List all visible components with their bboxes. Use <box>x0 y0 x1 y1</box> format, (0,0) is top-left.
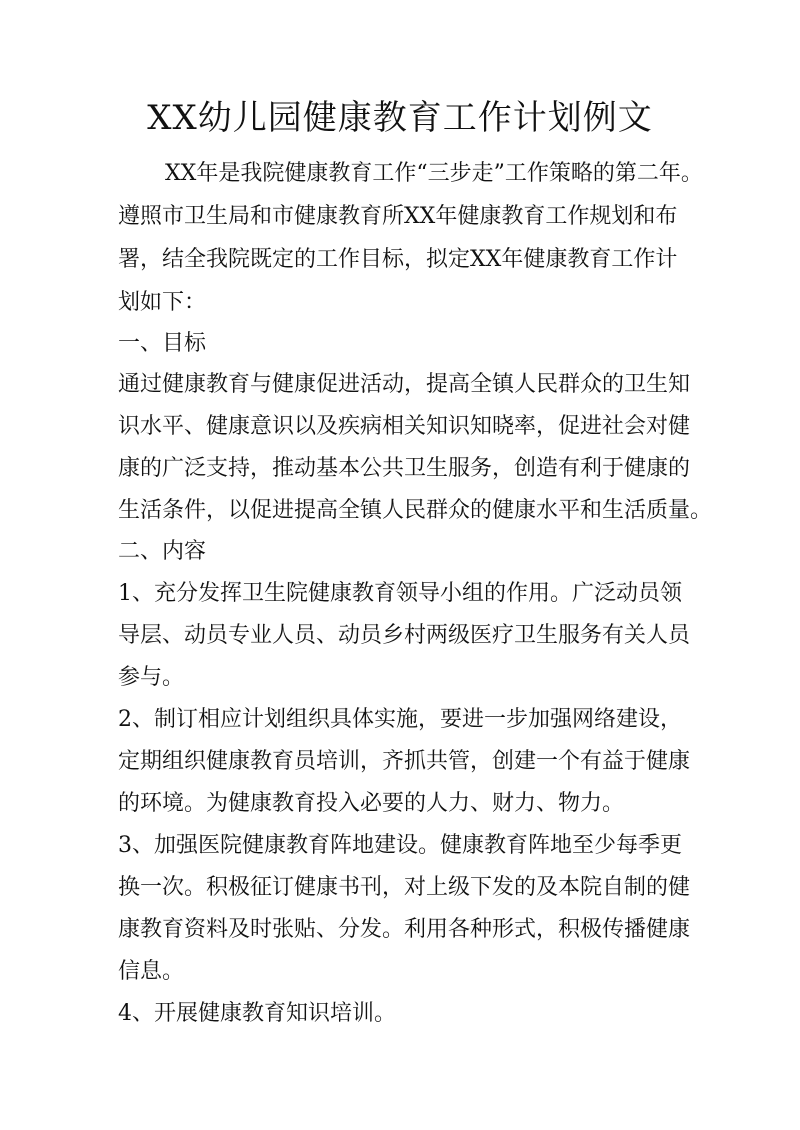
list-item-line: 4、开展健康教育知识培训。 <box>118 1001 396 1026</box>
paragraph-line: XX年是我院健康教育工作“三步走”工作策略的第二年。 <box>165 161 703 186</box>
paragraph-line: 通过健康教育与健康促进活动，提高全镇人民群众的卫生知 <box>118 372 691 397</box>
paragraph-line: 署，结全我院既定的工作目标，拟定XX年健康教育工作计 <box>118 247 678 272</box>
paragraph-line: 生活条件，以促进提高全镇人民群众的健康水平和生活质量。 <box>118 498 713 523</box>
list-item-line: 2、制订相应计划组织具体实施，要进一步加强网络建设， <box>118 707 682 732</box>
list-item-line: 信息。 <box>118 959 185 984</box>
list-item-line: 导层、动员专业人员、动员乡村两级医疗卫生服务有关人员 <box>118 623 691 648</box>
list-item-line: 1、充分发挥卫生院健康教育领导小组的作用。广泛动员领 <box>118 581 682 606</box>
paragraph-line: 康的广泛支持，推动基本公共卫生服务，创造有利于健康的 <box>118 456 691 481</box>
list-item-line: 的环境。为健康教育投入必要的人力、财力、物力。 <box>118 791 625 816</box>
list-item-line: 康教育资料及时张贴、分发。利用各种形式，积极传播健康 <box>118 917 691 942</box>
paragraph-line: 遵照市卫生局和市健康教育所XX年健康教育工作规划和布 <box>118 204 678 229</box>
section-heading-content: 二、内容 <box>118 539 207 564</box>
list-item-line: 换一次。积极征订健康书刊，对上级下发的及本院自制的健 <box>118 875 691 900</box>
list-item-line: 定期组织健康教育员培训，齐抓共管，创建一个有益于健康 <box>118 749 691 774</box>
paragraph-line: 识水平、健康意识以及疾病相关知识知晓率，促进社会对健 <box>118 414 691 439</box>
paragraph-line: 划如下： <box>118 290 207 315</box>
list-item-line: 3、加强医院健康教育阵地建设。健康教育阵地至少每季更 <box>118 833 682 858</box>
list-item-line: 参与。 <box>118 665 185 690</box>
section-heading-goal: 一、目标 <box>118 331 207 356</box>
document-title: XX幼儿园健康教育工作计划例文 <box>147 98 653 138</box>
